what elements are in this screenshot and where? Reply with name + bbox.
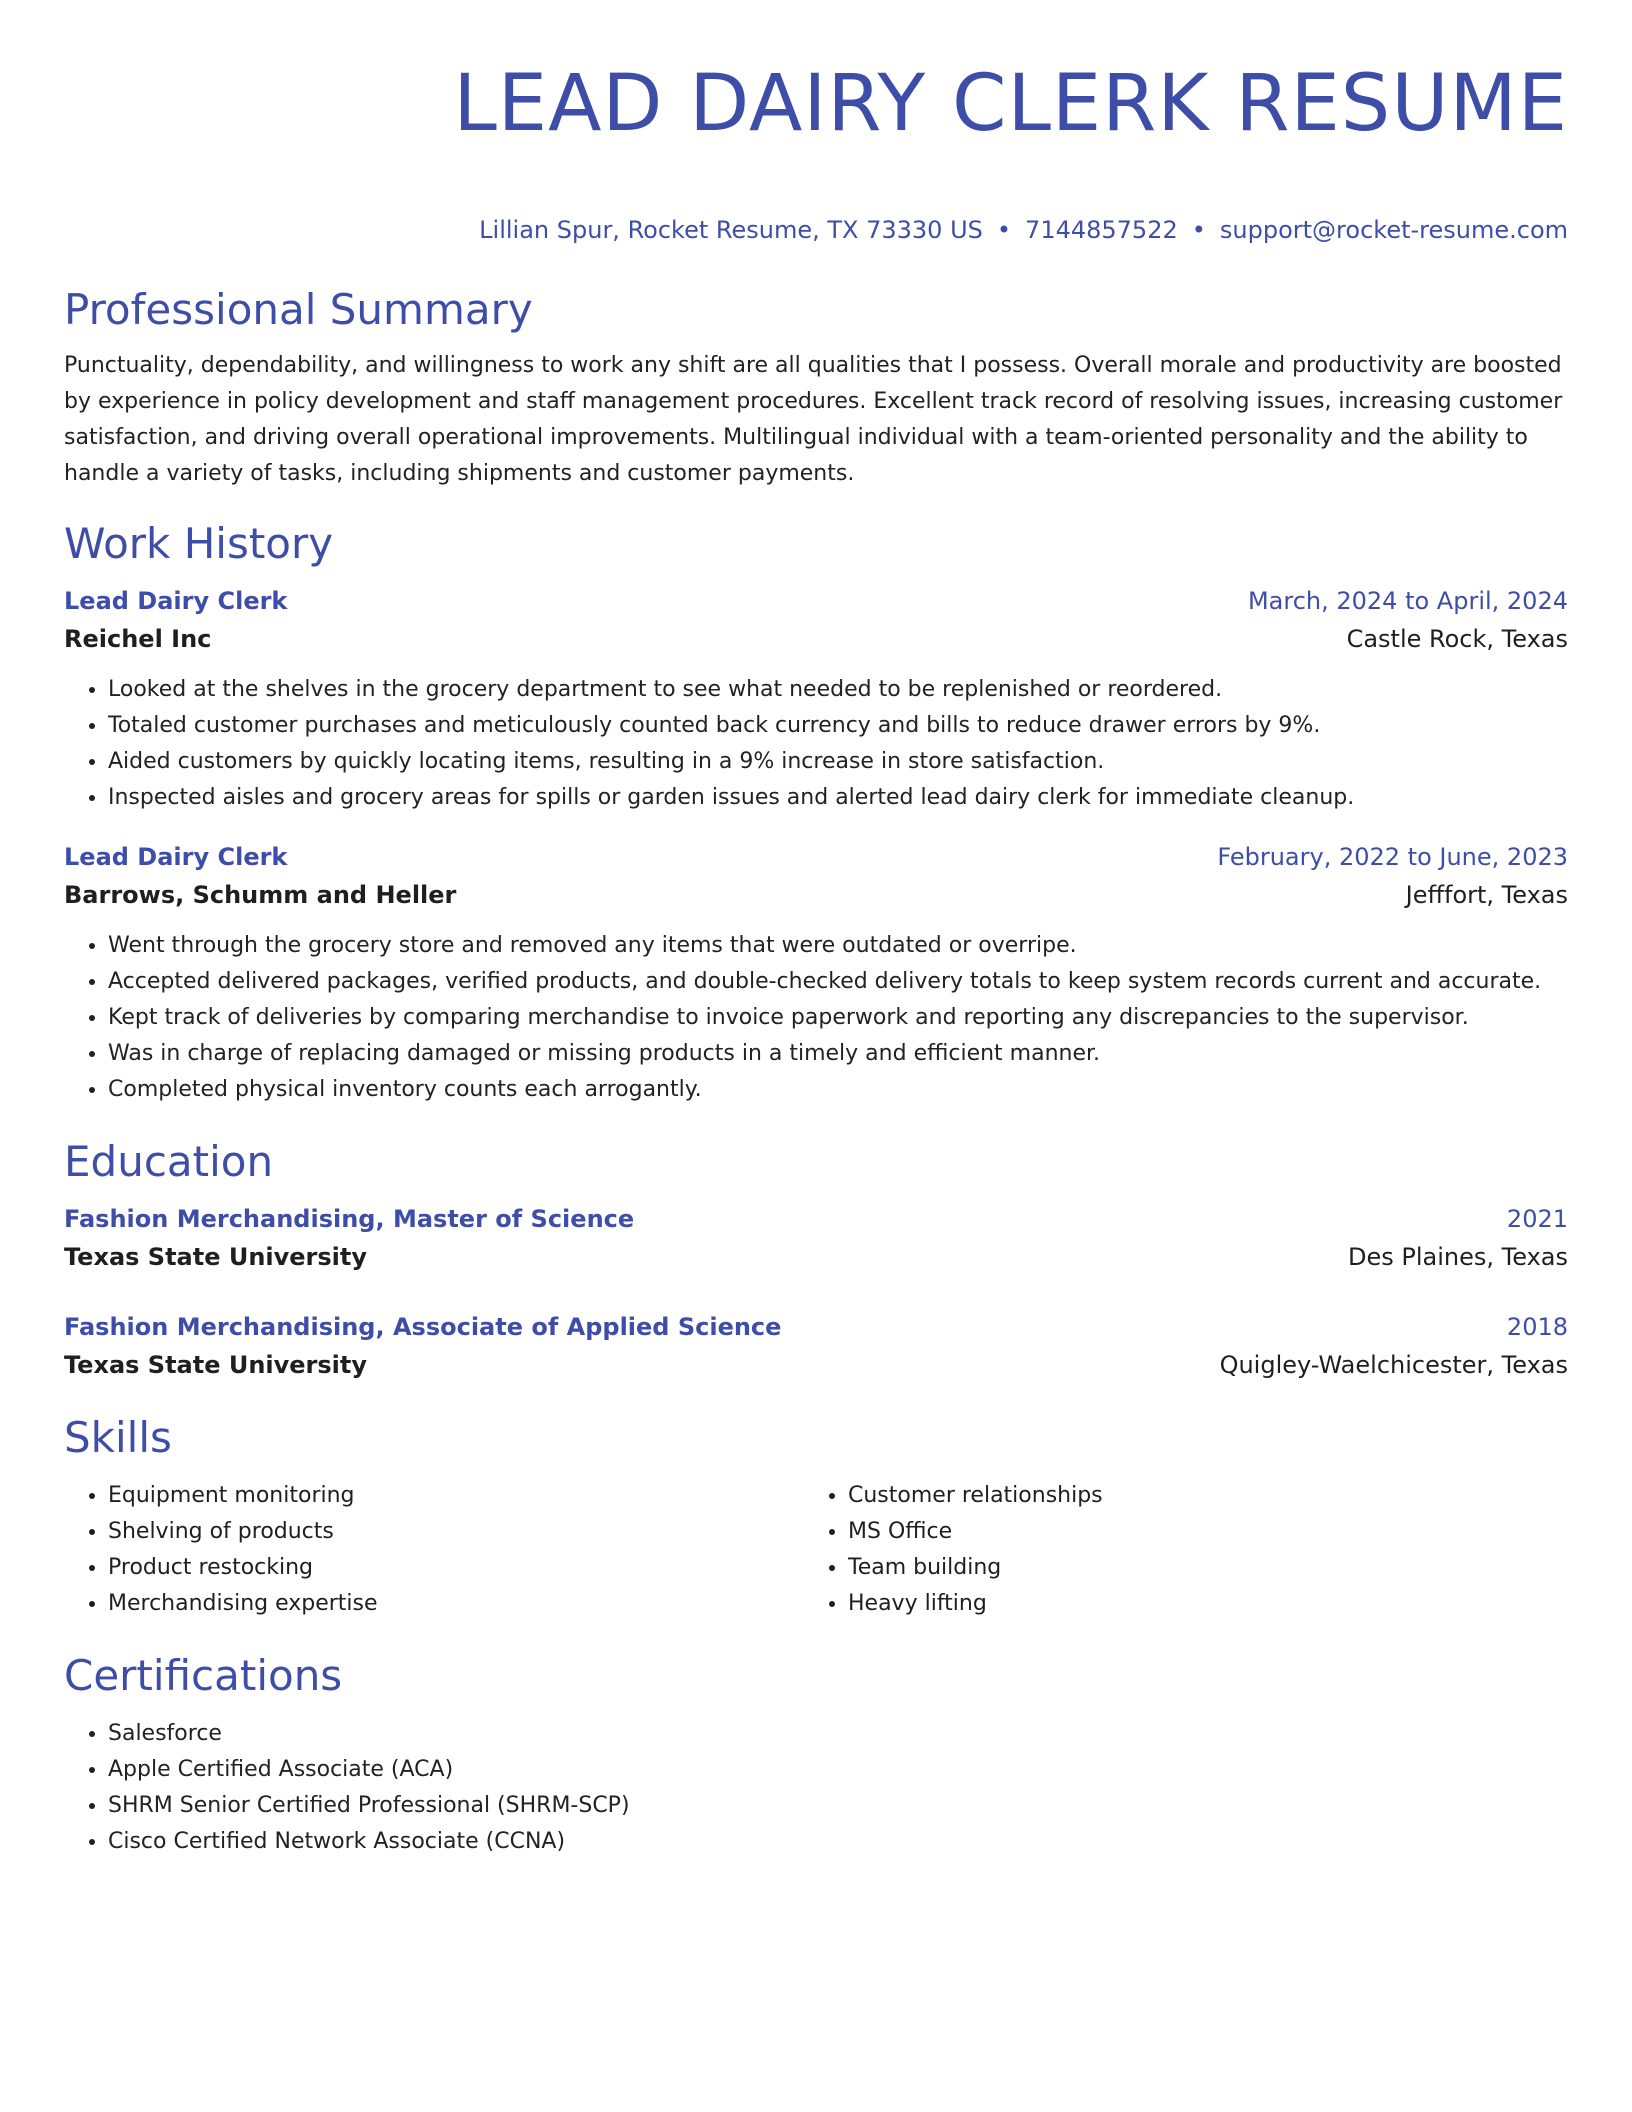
- skill-item: • Customer relationships: [848, 1478, 1544, 1514]
- education-heading: Education: [64, 1137, 274, 1186]
- contact-line: [64, 214, 1568, 246]
- job-bullet: • Kept track of deliveries by comparing merchandise to invoice paperwork and reporting any discrepancies to the supervisor.: [108, 1000, 1568, 1036]
- skill-item: • Merchandising expertise: [108, 1586, 804, 1622]
- job-dates: February, 2022 to June, 2023: [1217, 843, 1568, 871]
- job-bullets: [64, 928, 1568, 1108]
- job-dates: March, 2024 to April, 2024: [1247, 587, 1568, 615]
- skills-heading: Skills: [64, 1413, 172, 1462]
- skill-item: • Heavy lifting: [848, 1586, 1544, 1622]
- contact-phone: 7144857522: [1025, 216, 1178, 244]
- skill-item: • Product restocking: [108, 1550, 804, 1586]
- job-title: Lead Dairy Clerk: [64, 587, 288, 615]
- education-school: Texas State University: [64, 1351, 368, 1379]
- skills-list-right: [804, 1478, 1544, 1622]
- education-year: 2018: [1506, 1313, 1568, 1341]
- education-location: Des Plaines, Texas: [1348, 1243, 1568, 1271]
- job-location: Castle Rock, Texas: [1346, 625, 1568, 653]
- education-entry: [64, 1308, 1568, 1384]
- job-bullet: • Was in charge of replacing damaged or missing products in a timely and efficient manner.: [108, 1036, 1568, 1072]
- job-bullets: [64, 672, 1568, 816]
- education-degree: Fashion Merchandising, Master of Science: [64, 1205, 635, 1233]
- contact-email: support@rocket-resume.com: [1219, 216, 1568, 244]
- job-bullet: • Looked at the shelves in the grocery department to see what needed to be replenished or reordered.: [108, 672, 1568, 708]
- education-location: Quigley-Waelchicester, Texas: [1219, 1351, 1568, 1379]
- skill-item: • Shelving of products: [108, 1514, 804, 1550]
- skills-columns: [64, 1478, 1568, 1622]
- certification-item: • SHRM Senior Certified Professional (SHRM-SCP): [108, 1788, 1568, 1824]
- education-year: 2021: [1506, 1205, 1568, 1233]
- education-degree: Fashion Merchandising, Associate of Applied Science: [64, 1313, 782, 1341]
- job-bullet: • Aided customers by quickly locating items, resulting in a 9% increase in store satisfaction.: [108, 744, 1568, 780]
- skill-item: • MS Office: [848, 1514, 1544, 1550]
- summary-text: Punctuality, dependability, and willingness to work any shift are all qualities that I possess. Overall morale and productivity are boosted by experience in policy development and staff management procedures. Excellent track record of resolving issues, increasing customer satisfaction, and driving overall operational improvements. Multilingual individual with a team-oriented personality and the ability to handle a variety of tasks, including shipments and customer payments.: [64, 353, 1563, 486]
- job-location: Jefffort, Texas: [1405, 881, 1568, 909]
- certification-item: • Salesforce: [108, 1716, 1568, 1752]
- skill-item: • Team building: [848, 1550, 1544, 1586]
- job-bullet: • Totaled customer purchases and meticulously counted back currency and bills to reduce drawer errors by 9%.: [108, 708, 1568, 744]
- work-history-heading: Work History: [64, 519, 334, 568]
- contact-address: Lillian Spur, Rocket Resume, TX 73330 US: [479, 216, 983, 244]
- certification-item: • Cisco Certified Network Associate (CCNA): [108, 1824, 1568, 1860]
- job-entry: [64, 838, 1568, 1108]
- resume-title: LEAD DAIRY CLERK RESUME: [453, 59, 1568, 149]
- job-bullet: • Went through the grocery store and removed any items that were outdated or overripe.: [108, 928, 1568, 964]
- job-bullet: • Inspected aisles and grocery areas for spills or garden issues and alerted lead dairy clerk for immediate cleanup.: [108, 780, 1568, 816]
- job-employer: Barrows, Schumm and Heller: [64, 881, 457, 909]
- contact-separator: •: [996, 216, 1012, 244]
- education-school: Texas State University: [64, 1243, 368, 1271]
- skill-item: • Equipment monitoring: [108, 1478, 804, 1514]
- job-entry: [64, 582, 1568, 816]
- contact-separator: •: [1191, 216, 1206, 244]
- job-bullet: • Accepted delivered packages, verified products, and double-checked delivery totals to keep system records current and accurate.: [108, 964, 1568, 1000]
- summary-heading: Professional Summary: [64, 285, 533, 334]
- job-bullet: • Completed physical inventory counts each arrogantly.: [108, 1072, 1568, 1108]
- certifications-list: [64, 1716, 1568, 1860]
- education-entry: [64, 1200, 1568, 1276]
- certifications-heading: Certifications: [64, 1651, 343, 1700]
- job-employer: Reichel Inc: [64, 625, 212, 653]
- skills-list-left: [64, 1478, 804, 1622]
- job-title: Lead Dairy Clerk: [64, 843, 288, 871]
- certification-item: • Apple Certified Associate (ACA): [108, 1752, 1568, 1788]
